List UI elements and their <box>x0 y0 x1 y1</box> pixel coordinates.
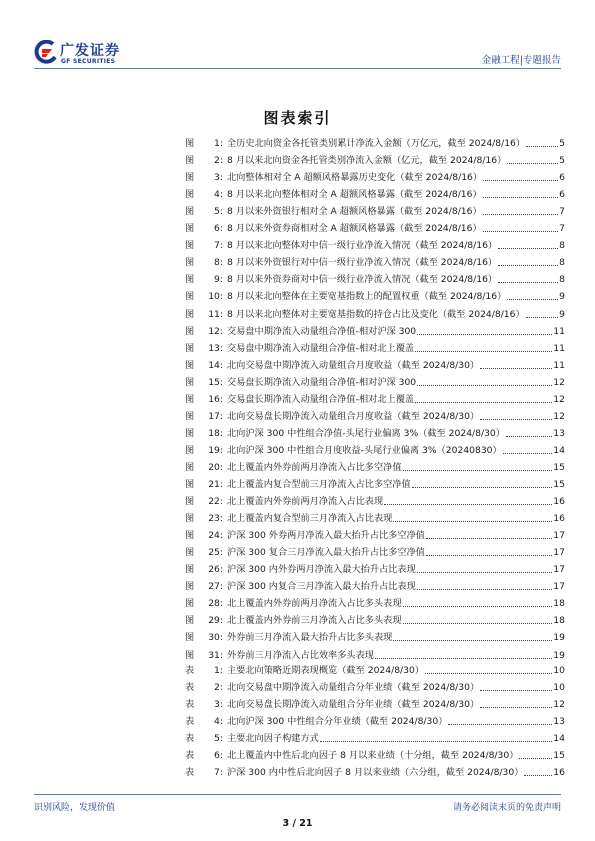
figure-entry[interactable] <box>185 509 565 525</box>
figure-page-number: 9 <box>559 308 565 320</box>
figure-prefix: 图 <box>185 342 195 354</box>
figure-number: 14: <box>208 359 223 371</box>
figure-entry[interactable] <box>185 168 565 184</box>
figure-prefix: 图 <box>185 461 195 473</box>
figure-entry[interactable] <box>185 287 565 303</box>
table-prefix: 表 <box>185 750 195 761</box>
figure-entry[interactable] <box>185 458 565 474</box>
figure-entry[interactable] <box>185 628 565 644</box>
table-entry[interactable] <box>185 712 565 728</box>
leader-dots <box>403 470 553 471</box>
table-page-number: 16 <box>553 767 565 778</box>
figure-page-number: 12 <box>553 393 565 405</box>
company-logo <box>34 40 144 66</box>
leader-dots <box>415 351 552 352</box>
leader-dots <box>506 436 552 437</box>
table-number: 2: <box>214 682 223 693</box>
leader-dots <box>403 623 553 624</box>
figure-number: 25: <box>208 547 223 559</box>
figure-caption: 8 月以来外资券商相对全 A 超额风格暴露（截至 2024/8/16） <box>227 223 482 235</box>
figure-number: 15: <box>208 376 223 388</box>
figure-entry[interactable] <box>185 543 565 559</box>
table-page-number: 14 <box>553 733 565 744</box>
figure-entry[interactable] <box>185 356 565 372</box>
figure-page-number: 14 <box>553 444 565 456</box>
figure-prefix: 图 <box>185 598 195 610</box>
figure-entry[interactable] <box>185 526 565 542</box>
figure-page-number: 6 <box>559 189 565 201</box>
figure-entry[interactable] <box>185 236 565 252</box>
figure-number: 19: <box>208 444 223 456</box>
figure-entry[interactable] <box>185 373 565 389</box>
figure-entry[interactable] <box>185 151 565 167</box>
header-divider <box>34 68 561 69</box>
figure-caption: 交易盘长期净流入动量组合净值-相对北上覆盖 <box>227 393 415 405</box>
footer-divider <box>34 794 561 795</box>
table-number: 6: <box>214 750 223 761</box>
figure-caption: 北上覆盖内外券前三月净流入占比多头表现 <box>227 615 402 627</box>
figure-caption: 沪深 300 外券两月净流入最大抬升占比多空净值 <box>227 530 425 542</box>
figure-page-number: 7 <box>559 223 565 235</box>
figure-number: 17: <box>208 410 223 422</box>
table-page-number: 10 <box>553 682 565 693</box>
figure-number: 20: <box>208 461 223 473</box>
figure-number: 1: <box>214 138 223 149</box>
figure-entry[interactable] <box>185 441 565 457</box>
figure-entry[interactable] <box>185 134 565 150</box>
figure-caption: 8 月以来北向整体对中信一级行业净流入情况（截至 2024/8/16） <box>227 240 498 252</box>
table-caption: 北向交易盘中期净流入动量组合分年业绩（截至 2024/8/30） <box>227 682 480 693</box>
figure-entry[interactable] <box>185 611 565 627</box>
figure-page-number: 17 <box>553 547 565 559</box>
figure-entry[interactable] <box>185 270 565 286</box>
figure-prefix: 图 <box>185 308 195 320</box>
leader-dots <box>448 724 552 725</box>
footer-slogan: 识别风险，发现价值 <box>34 803 116 813</box>
figure-caption: 北向沪深 300 中性组合净值-头尾行业偏离 3%（截至 2024/8/30） <box>227 427 505 439</box>
figure-number: 4: <box>214 189 223 201</box>
leader-dots <box>417 334 552 335</box>
table-number: 3: <box>214 699 223 710</box>
figure-caption: 北向整体相对全 A 超额风格暴露历史变化（截至 2024/8/16） <box>227 172 483 184</box>
table-caption: 北上覆盖内中性后北向因子 8 月以来业绩（十分组，截至 2024/8/30） <box>227 750 519 761</box>
figure-number: 23: <box>208 513 223 525</box>
table-prefix: 表 <box>185 767 195 778</box>
figure-entry[interactable] <box>185 407 565 423</box>
table-caption: 主要北向因子构建方式 <box>227 733 319 744</box>
figure-page-number: 8 <box>559 274 565 286</box>
figure-number: 21: <box>208 479 223 490</box>
leader-dots <box>393 640 552 641</box>
figure-entry[interactable] <box>185 219 565 235</box>
figure-entry[interactable] <box>185 424 565 440</box>
figure-number: 31: <box>208 649 223 661</box>
figure-prefix: 图 <box>185 615 195 627</box>
figure-number: 11: <box>208 308 223 320</box>
leader-dots <box>425 673 552 674</box>
leader-dots <box>415 402 552 403</box>
page-header <box>0 0 595 75</box>
table-page-number: 10 <box>553 665 565 676</box>
leader-dots <box>403 606 553 607</box>
figure-page-number: 9 <box>559 291 565 303</box>
leader-dots <box>393 521 552 522</box>
figure-prefix: 图 <box>185 632 195 644</box>
figure-page-number: 11 <box>553 342 565 354</box>
table-entry[interactable] <box>185 695 565 711</box>
figure-caption: 交易盘长期净流入动量组合净值-相对沪深 300 <box>227 376 417 388</box>
figure-prefix: 图 <box>185 138 195 149</box>
table-caption: 沪深 300 内中性后北向因子 8 月以来业绩（六分组，截至 2024/8/30） <box>227 767 524 778</box>
figure-caption: 交易盘中期净流入动量组合净值-相对北上覆盖 <box>227 342 415 354</box>
figure-page-number: 12 <box>553 376 565 388</box>
figure-number: 6: <box>214 223 223 235</box>
leader-dots <box>526 146 558 147</box>
figure-page-number: 12 <box>553 410 565 422</box>
figure-page-number: 13 <box>553 427 565 439</box>
figure-prefix: 图 <box>185 274 195 286</box>
figure-caption: 沪深 300 复合三月净流入最大抬升占比多空净值 <box>227 547 425 559</box>
figure-number: 24: <box>208 530 223 542</box>
table-page-number: 12 <box>553 699 565 710</box>
figure-page-number: 18 <box>553 598 565 610</box>
figure-caption: 北向交易盘长期净流入动量组合月度收益（截至 2024/8/30） <box>227 410 480 422</box>
table-entry[interactable] <box>185 678 565 694</box>
leader-dots <box>519 758 552 759</box>
figure-prefix: 图 <box>185 410 195 422</box>
figure-caption: 8 月以来北向整体在主要宽基指数上的配置权重（截至 2024/8/16） <box>227 291 507 303</box>
figure-prefix: 图 <box>185 547 195 559</box>
leader-dots <box>498 265 558 266</box>
figure-page-number: 16 <box>553 513 565 525</box>
figure-prefix: 图 <box>185 291 195 303</box>
figure-entry[interactable] <box>185 646 565 662</box>
figure-caption: 沪深 300 内外券两月净流入最大抬升占比表现 <box>227 564 416 576</box>
figure-caption: 8 月以来外资券商对中信一级行业净流入情况（截至 2024/8/16） <box>227 274 498 286</box>
figure-caption: 北向沪深 300 中性组合月度收益-头尾行业偏离 3%（20240830） <box>227 444 502 456</box>
figure-entry[interactable] <box>185 202 565 218</box>
figure-caption: 北上覆盖内复合型前三月净流入占比表现 <box>227 513 393 525</box>
leader-dots <box>483 214 558 215</box>
leader-dots <box>526 317 558 318</box>
figure-number: 22: <box>208 496 223 508</box>
figure-caption: 8 月以来北向整体相对全 A 超额风格暴露（截至 2024/8/16） <box>227 189 482 201</box>
figure-number: 9: <box>214 274 223 286</box>
table-prefix: 表 <box>185 699 195 710</box>
table-prefix: 表 <box>185 682 195 693</box>
logo-text-cn: 广发证券 <box>60 43 120 59</box>
figure-page-number: 11 <box>553 359 565 371</box>
figure-caption: 8 月以来外资银行对中信一级行业净流入情况（截至 2024/8/16） <box>227 257 498 269</box>
leader-dots <box>524 775 552 776</box>
figure-number: 2: <box>214 155 223 167</box>
figure-caption: 外券前三月净流入占比效率多头表现 <box>227 649 374 661</box>
figure-page-number: 18 <box>553 615 565 627</box>
figure-page-number: 15 <box>553 479 565 490</box>
figure-prefix: 图 <box>185 189 195 201</box>
report-category: 金融工程|专题报告 <box>481 55 561 66</box>
figure-prefix: 图 <box>185 530 195 542</box>
figure-number: 26: <box>208 564 223 576</box>
figure-page-number: 17 <box>553 530 565 542</box>
leader-dots <box>507 163 558 164</box>
figure-prefix: 图 <box>185 393 195 405</box>
figure-prefix: 图 <box>185 564 195 576</box>
figure-entry[interactable] <box>185 475 565 491</box>
figure-caption: 北上覆盖内外券前两月净流入占比多头表现 <box>227 598 402 610</box>
figure-caption: 8 月以来外资银行相对全 A 超额风格暴露（截至 2024/8/16） <box>227 206 482 218</box>
leader-dots <box>417 385 552 386</box>
figure-page-number: 15 <box>553 461 565 473</box>
leader-dots <box>320 741 552 742</box>
logo-text-en: GF SECURITIES <box>61 58 116 65</box>
leader-dots <box>507 299 558 300</box>
figure-prefix: 图 <box>185 155 195 167</box>
figure-entry[interactable] <box>185 322 565 338</box>
figure-number: 7: <box>214 240 223 252</box>
leader-dots <box>483 231 558 232</box>
figure-prefix: 图 <box>185 325 195 337</box>
table-entry[interactable] <box>185 763 565 779</box>
figure-caption: 北上覆盖内外券前两月净流入占比多空净值 <box>227 461 402 473</box>
figure-caption: 8 月以来北向整体对主要宽基指数的持仓占比及变化（截至 2024/8/16） <box>227 308 525 320</box>
figure-prefix: 图 <box>185 479 195 490</box>
figure-prefix: 图 <box>185 496 195 508</box>
figure-caption: 外券前三月净流入最大抬升占比多头表现 <box>227 632 393 644</box>
figure-prefix: 图 <box>185 376 195 388</box>
figure-entry[interactable] <box>185 594 565 610</box>
figure-page-number: 19 <box>553 632 565 644</box>
figure-prefix: 图 <box>185 172 195 184</box>
table-page-number: 13 <box>553 716 565 727</box>
figure-prefix: 图 <box>185 444 195 456</box>
figure-number: 12: <box>208 325 223 337</box>
page-title: 图表索引 <box>263 109 332 127</box>
table-entry[interactable] <box>185 729 565 745</box>
figure-number: 29: <box>208 615 223 627</box>
figure-prefix: 图 <box>185 649 195 661</box>
figure-entry[interactable] <box>185 390 565 406</box>
figure-number: 13: <box>208 342 223 354</box>
figure-page-number: 5 <box>559 155 565 167</box>
figure-page-number: 7 <box>559 206 565 218</box>
figure-caption: 沪深 300 内复合三月净流入最大抬升占比表现 <box>227 581 416 593</box>
gf-logo-icon <box>34 40 58 66</box>
figure-page-number: 6 <box>559 172 565 184</box>
leader-dots <box>483 197 558 198</box>
figure-number: 3: <box>214 172 223 184</box>
figure-page-number: 16 <box>553 496 565 508</box>
leader-dots <box>426 555 552 556</box>
leader-dots <box>480 368 552 369</box>
table-caption: 北向交易盘长期净流入动量组合分年业绩（截至 2024/8/30） <box>227 699 480 710</box>
figure-number: 30: <box>208 632 223 644</box>
figure-prefix: 图 <box>185 240 195 252</box>
figure-number: 10: <box>208 291 223 303</box>
table-prefix: 表 <box>185 716 195 727</box>
figure-page-number: 8 <box>559 240 565 252</box>
table-caption: 主要北向策略近期表现概览（截至 2024/8/30） <box>227 665 425 676</box>
figure-prefix: 图 <box>185 427 195 439</box>
figure-entry[interactable] <box>185 560 565 576</box>
figure-prefix: 图 <box>185 513 195 525</box>
table-entry[interactable] <box>185 661 565 677</box>
figure-page-number: 5 <box>559 138 565 149</box>
leader-dots <box>375 658 552 659</box>
figure-number: 5: <box>214 206 223 218</box>
figure-prefix: 图 <box>185 206 195 218</box>
figure-caption: 北上覆盖内外券前两月净流入占比表现 <box>227 496 384 508</box>
leader-dots <box>417 572 553 573</box>
figure-number: 8: <box>214 257 223 269</box>
figure-entry[interactable] <box>185 305 565 321</box>
figure-number: 27: <box>208 581 223 593</box>
leader-dots <box>412 487 553 488</box>
figure-prefix: 图 <box>185 581 195 593</box>
figure-caption: 北向交易盘中期净流入动量组合月度收益（截至 2024/8/30） <box>227 359 480 371</box>
table-number: 7: <box>214 767 223 778</box>
figure-caption: 北上覆盖内复合型前三月净流入占比多空净值 <box>227 479 411 490</box>
table-caption: 北向沪深 300 中性组合分年业绩（截至 2024/8/30） <box>227 716 448 727</box>
figure-entry[interactable] <box>185 185 565 201</box>
figure-number: 18: <box>208 427 223 439</box>
leader-dots <box>498 282 558 283</box>
leader-dots <box>503 453 553 454</box>
figure-page-number: 17 <box>553 581 565 593</box>
footer-disclaimer: 请务必阅读末页的免责声明 <box>452 803 561 813</box>
table-page-number: 15 <box>553 750 565 761</box>
table-number: 5: <box>214 733 223 744</box>
figure-number: 28: <box>208 598 223 610</box>
figure-entry[interactable] <box>185 577 565 593</box>
leader-dots <box>480 690 552 691</box>
figure-page-number: 11 <box>553 325 565 337</box>
leader-dots <box>480 707 552 708</box>
figure-caption: 8 月以来北向资金各托管类别净流入金额（亿元，截至 2024/8/16） <box>227 155 507 167</box>
figure-prefix: 图 <box>185 223 195 235</box>
leader-dots <box>426 538 552 539</box>
leader-dots <box>384 504 552 505</box>
table-entry[interactable] <box>185 746 565 762</box>
figure-page-number: 17 <box>553 564 565 576</box>
leader-dots <box>483 180 558 181</box>
page-number: 3 / 21 <box>282 818 313 829</box>
table-number: 4: <box>214 716 223 727</box>
figure-page-number: 8 <box>559 257 565 269</box>
leader-dots <box>417 589 553 590</box>
figure-entry[interactable] <box>185 253 565 269</box>
figure-prefix: 图 <box>185 257 195 269</box>
leader-dots <box>498 248 558 249</box>
table-prefix: 表 <box>185 733 195 744</box>
leader-dots <box>480 419 552 420</box>
figure-page-number: 19 <box>553 649 565 661</box>
figure-caption: 交易盘中期净流入动量组合净值-相对沪深 300 <box>227 325 417 337</box>
table-prefix: 表 <box>185 665 195 676</box>
figure-number: 16: <box>208 393 223 405</box>
table-number: 1: <box>214 665 223 676</box>
figure-entry[interactable] <box>185 492 565 508</box>
figure-caption: 全历史北向资金各托管类别累计净流入金额（万亿元，截至 2024/8/16） <box>227 138 526 149</box>
figure-entry[interactable] <box>185 339 565 355</box>
figure-prefix: 图 <box>185 359 195 371</box>
